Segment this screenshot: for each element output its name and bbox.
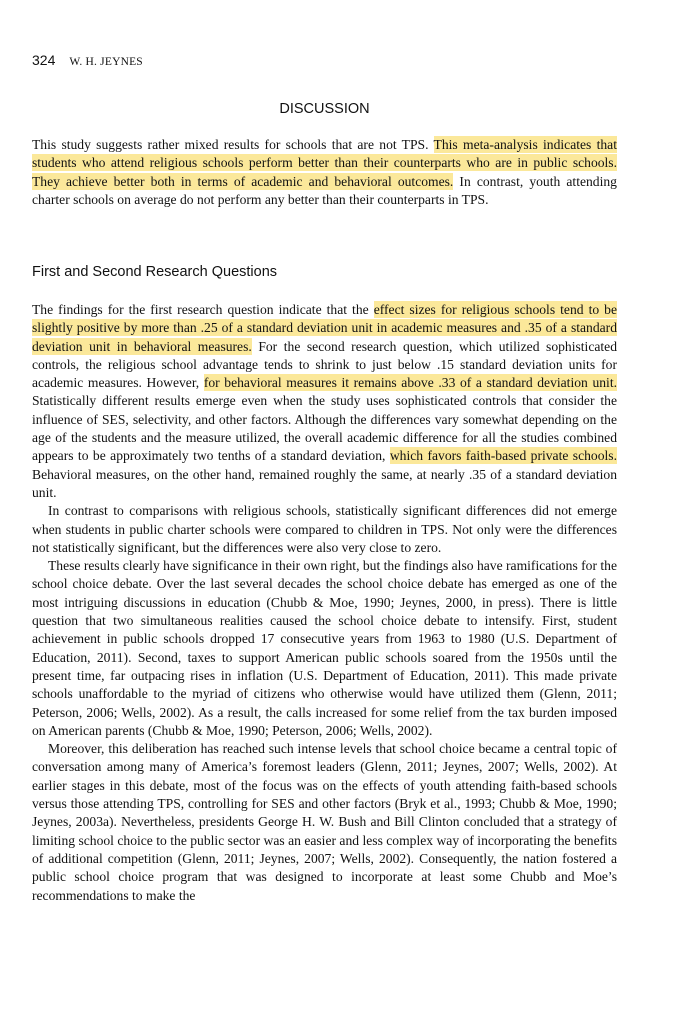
text-run: For the second research question, which utilized sophisticated controls, the religious school advantage tends to shrink to just below .15 standard deviation units for academic measures. However, <box>32 338 617 391</box>
running-head-author: W. H. JEYNES <box>69 56 143 68</box>
paragraph: Moreover, this deliberation has reached such intense levels that school choice became a central topic of conversation among many of America’s foremost leaders (Glenn, 2011; Jeynes, 2007; Wells, 2002). At earlier stages in this debate, most of the focus was on the effects of youth attending faith-based schools versus those attending TPS, controlling for SES and other factors (Bryk et al., 1993; Chubb & Moe, 1990; Jeynes, 2003a). Nevertheless, presidents George H. W. Bush and Bill Clinton concluded that a strategy of limiting school choice to the public sector was an easier and less complex way of incorporating the benefits of additional competition (Glenn, 2011; Jeynes, 2007; Wells, 2002). Consequently, the nation fostered a public school choice program that was designed to incorporate at least some Chubb and Moe’s recommendations to make the <box>32 741 617 903</box>
running-head <box>32 52 143 70</box>
highlight[interactable]: This meta-analysis indicates that students who attend religious schools perform better than their counterparts who are in public schools. They achieve better both in terms of academic and behavioral outcomes. <box>32 137 617 189</box>
highlight[interactable]: for behavioral measures it remains above .33 of a standard deviation unit. <box>203 375 617 391</box>
text-run: Behavioral measures, on the other hand, remained roughly the same, at nearly .35 of a standard deviation unit. <box>32 466 617 500</box>
research-questions-body <box>32 301 617 905</box>
highlight[interactable]: which favors faith-based private schools. <box>389 448 617 464</box>
text-run: The findings for the first research question indicate that the <box>32 302 374 317</box>
section-title-discussion: DISCUSSION <box>279 101 370 117</box>
subsection-title: First and Second Research Questions <box>32 264 278 280</box>
text-run: Statistically different results emerge even when the study uses sophisticated controls that consider the influence of SES, selectivity, and other factors. Although the differences vary somewhat depending on the age of the students and the measure utilized, the overall academic difference for all the studies combined appears to be approximately two tenths of a standard deviation, <box>32 393 617 464</box>
discussion-body <box>32 136 617 209</box>
paragraph <box>32 301 617 502</box>
text-run: In contrast, youth attending charter schools on average do not perform any better than their counterparts in TPS. <box>32 173 617 207</box>
paragraph: In contrast to comparisons with religious schools, statistically significant differences did not emerge when students in public charter schools were compared to children in TPS. Not only were the differences not statistically significant, but the differences were also very close to zero. <box>32 503 617 555</box>
highlight[interactable]: effect sizes for religious schools tend to be slightly positive by more than .25 of a standard deviation unit in academic measures and .35 of a standard deviation unit in behavioral measures. <box>32 302 617 354</box>
paragraph <box>32 136 617 209</box>
page-number: 324 <box>32 52 56 68</box>
paragraph: These results clearly have significance in their own right, but the findings also have ramifications for the school choice debate. Over the last several decades the school choice debate has emerged as one of the most intriguing discussions in education (Chubb & Moe, 1990; Jeynes, 2000, in press). There is little question that two simultaneous realities caused the school choice debate to intensify. First, student achievement in public schools dropped 17 consecutive years from 1963 to 1980 (U.S. Department of Education, 2011). Second, taxes to support American public schools soared from the 1950s until the present time, far outpacing rises in inflation (U.S. Department of Education, 2011). This made private schools unaffordable to the myriad of citizens who otherwise would have utilized them (Glenn, 2011; Peterson, 2006; Wells, 2002). As a result, the calls increased for some relief from the tax burden imposed on American parents (Chubb & Moe, 1990; Peterson, 2006; Wells, 2002). <box>32 558 617 738</box>
text-run: This study suggests rather mixed results for schools that are not TPS. <box>32 137 434 152</box>
